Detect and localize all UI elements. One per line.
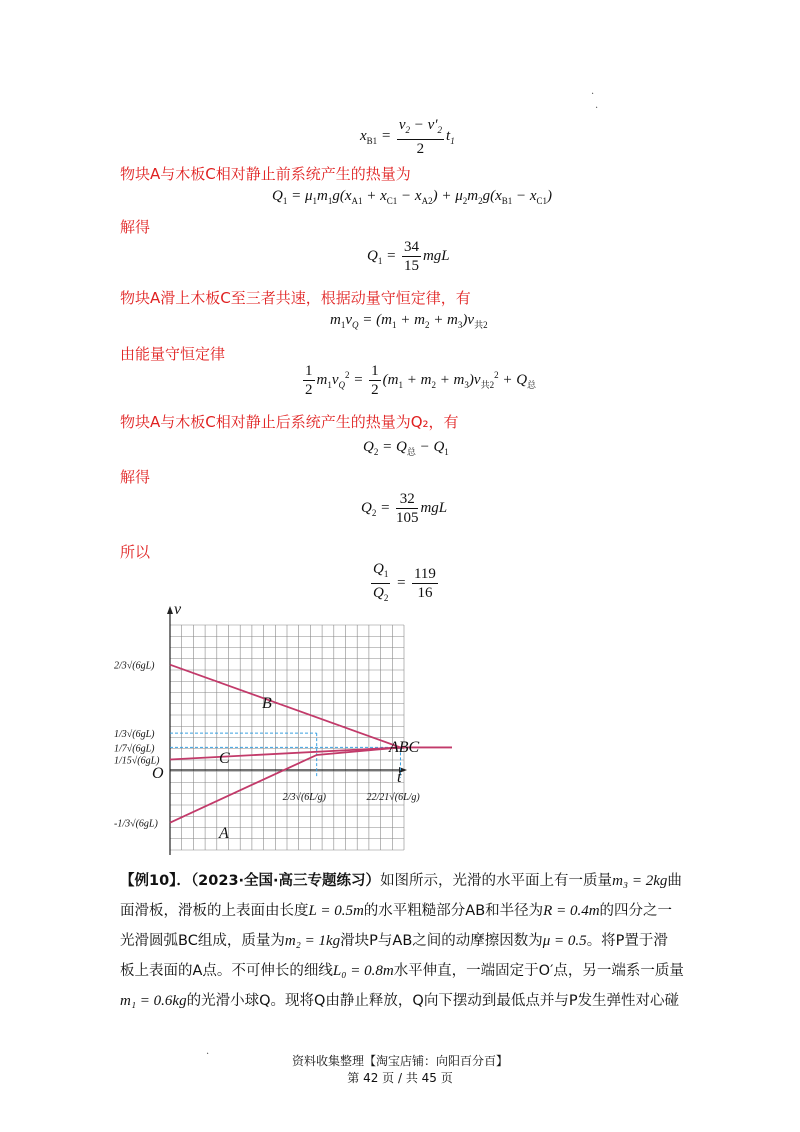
x-tick-label: 22/21√(6L/g) (366, 792, 420, 803)
example-tag: 【例10】． (120, 873, 191, 889)
example-text: 板上表面的A点。不可伸长的细线 (120, 963, 333, 979)
stray-dot: . (595, 100, 599, 111)
example-paragraph (120, 866, 690, 1016)
example-text: 的光滑小球Q。现将Q由静止释放，Q向下摆动到最低点并与P发生弹性对心碰 (186, 993, 680, 1009)
t-axis-label: t (397, 769, 402, 786)
series-line-A (170, 747, 400, 822)
example-length: L = 0.5m (308, 903, 364, 919)
text-therefore: 所以 (120, 543, 151, 561)
formula-momentum: $m_1v_Q = (m_1 + m_2 + m_3)v_{共2}$ (330, 312, 488, 330)
x-tick-label: 2/3√(6L/g) (282, 792, 326, 803)
example-text: 的水平粗糙部分AB和半径为 (363, 903, 544, 919)
y-tick-label: 1/15√(6gL) (114, 755, 160, 767)
example-line-1 (120, 866, 690, 896)
footer-page-number: 第 42 页 / 共 45 页 (347, 1071, 453, 1085)
y-tick-label: 1/3√(6gL) (114, 729, 155, 741)
chart-grid (170, 625, 404, 850)
text-solve-2: 解得 (120, 468, 151, 486)
formula-ratio: $\frac{Q_1}{Q_2}$ = $\frac{119}{16}$ (373, 561, 436, 603)
example-text: 曲 (667, 873, 682, 889)
series-label-ABC: ABC (389, 739, 420, 756)
series-label-B: B (262, 695, 272, 712)
example-l0: L₀ = 0.8m (332, 963, 394, 979)
example-line-2 (120, 896, 690, 926)
series-line-B (170, 665, 452, 748)
example-text: 光滑圆弧BC组成，质量为 (120, 933, 285, 949)
origin-label: O (152, 765, 164, 782)
series-line-C (170, 747, 400, 759)
text-heat-after: 物块A与木板C相对静止后系统产生的热量为Q₂，有 (120, 413, 459, 431)
stray-dot: . (206, 1046, 210, 1057)
footer-source: 资料收集整理【淘宝店铺：向阳百分百】 (291, 1054, 508, 1068)
text-energy: 由能量守恒定律 (120, 345, 226, 363)
example-text: 面滑板，滑板的上表面由长度 (120, 903, 309, 919)
v-axis-arrow (167, 606, 173, 614)
formula-xb1: $x_{B1}$ = $\frac{v_2 - v'_2}{2}$ $t_1$ (360, 117, 455, 157)
example-text: 滑块P与AB之间的动摩擦因数为 (340, 933, 543, 949)
y-tick-label: 2/3√(6gL) (114, 660, 155, 672)
series-label-C: C (219, 750, 230, 767)
y-tick-label: -1/3√(6gL) (114, 818, 158, 830)
example-line-3 (120, 926, 690, 956)
vt-chart (112, 600, 452, 862)
text-heat-before: 物块A与木板C相对静止前系统产生的热量为 (120, 165, 411, 183)
series-label-A: A (219, 825, 229, 842)
example-m3: m₃ = 2kg (612, 873, 668, 889)
example-m1: m₁ = 0.6kg (120, 993, 187, 1009)
example-radius: R = 0.4m (543, 903, 600, 919)
example-text: 水平伸直，一端固定于O′点，另一端系一质量 (393, 963, 684, 979)
text-solve-1: 解得 (120, 218, 151, 236)
chart-labels (114, 601, 420, 842)
example-line-4 (120, 956, 690, 986)
formula-q2-value: $Q_2$ = $\frac{32}{105}$ mgL (361, 491, 448, 526)
axis-label-v: v (174, 601, 182, 618)
example-text: 如图所示，光滑的水平面上有一质量 (380, 873, 613, 889)
formula-q1-value: $Q_1$ = $\frac{34}{15}$ mgL (367, 239, 450, 274)
example-source: （2023·全国·高三专题练习） (190, 873, 381, 889)
stray-dot: . (591, 86, 595, 97)
example-m2: m₂ = 1kg (284, 933, 341, 949)
y-tick-label: 1/7√(6gL) (114, 743, 155, 755)
example-text: 的四分之一 (599, 903, 673, 919)
example-text: 。将P置于滑 (586, 933, 668, 949)
formula-q2-def: $Q_2 = Q_总 - Q_1$ (363, 439, 449, 457)
text-momentum: 物块A滑上木板C至三者共速，根据动量守恒定律，有 (120, 289, 471, 307)
formula-energy: $\frac{1}{2}$ $m_1v_Q^2$ = $\frac{1}{2}$ $(m_1 + m_2 + m_3)v_{共2}^2 + Q_总$ (305, 363, 537, 398)
example-mu: μ = 0.5 (542, 933, 587, 949)
formula-q1-def: $Q_1 = \mu_1m_1g(x_{A1} + x_{C1} - x_{A2}) + \mu_2m_2g(x_{B1} - x_{C1})$ (272, 188, 553, 206)
example-line-5 (120, 986, 690, 1016)
